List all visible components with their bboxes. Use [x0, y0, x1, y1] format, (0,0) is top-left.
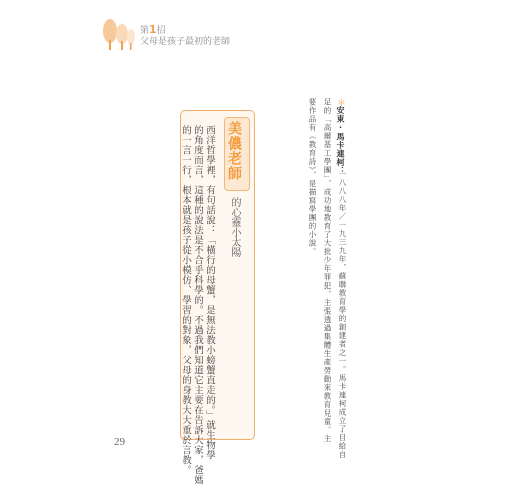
teacher-sidebar-box: [180, 110, 255, 485]
annotation-line-1: 一八八八年／一九三九年，蘇聯教育學的創建者之一。馬卡連柯成立了目給自: [338, 170, 347, 459]
chapter-prefix: 第: [140, 26, 150, 36]
teacher-body-line-3: 的一言一行，根本就是孩子從小模仿、學習的對象，父母的身教大大重於言教。: [180, 125, 191, 475]
teacher-subtitle: 的心靈小太陽: [229, 197, 240, 257]
annotation-star-icon: ＊: [337, 99, 347, 109]
chapter-header: [140, 24, 230, 48]
teacher-body-line-1: 西洋哲學裡，有句話說：「橫行的母蟹，是無法教小螃蟹直走的。」就生物學: [204, 125, 215, 461]
teacher-body-line-2: 的角度而言，這種的說法是不合乎科學的。不過我們知道它主要在告訴大家，爸媽: [192, 125, 203, 485]
chapter-title: 父母是孩子最初的老師: [140, 37, 231, 47]
annotation-line-2: 足的「高爾基工學團」，成功地教育了大批少年罪犯，主張透過集體生產勞動來教育兒童。主: [323, 98, 332, 443]
annotation-heading: 安東·馬卡連柯：: [336, 106, 345, 175]
chapter-number: 1: [149, 23, 157, 36]
chapter-label: [140, 24, 230, 37]
teacher-title: 美儂老師: [226, 121, 242, 181]
annotation-line-3: 要作品有《教育詩》，是描寫學團的小說。: [308, 98, 317, 256]
tree-logo-icon: [98, 16, 138, 52]
chapter-suffix: 招: [156, 26, 166, 36]
page-number: 29: [114, 436, 125, 448]
